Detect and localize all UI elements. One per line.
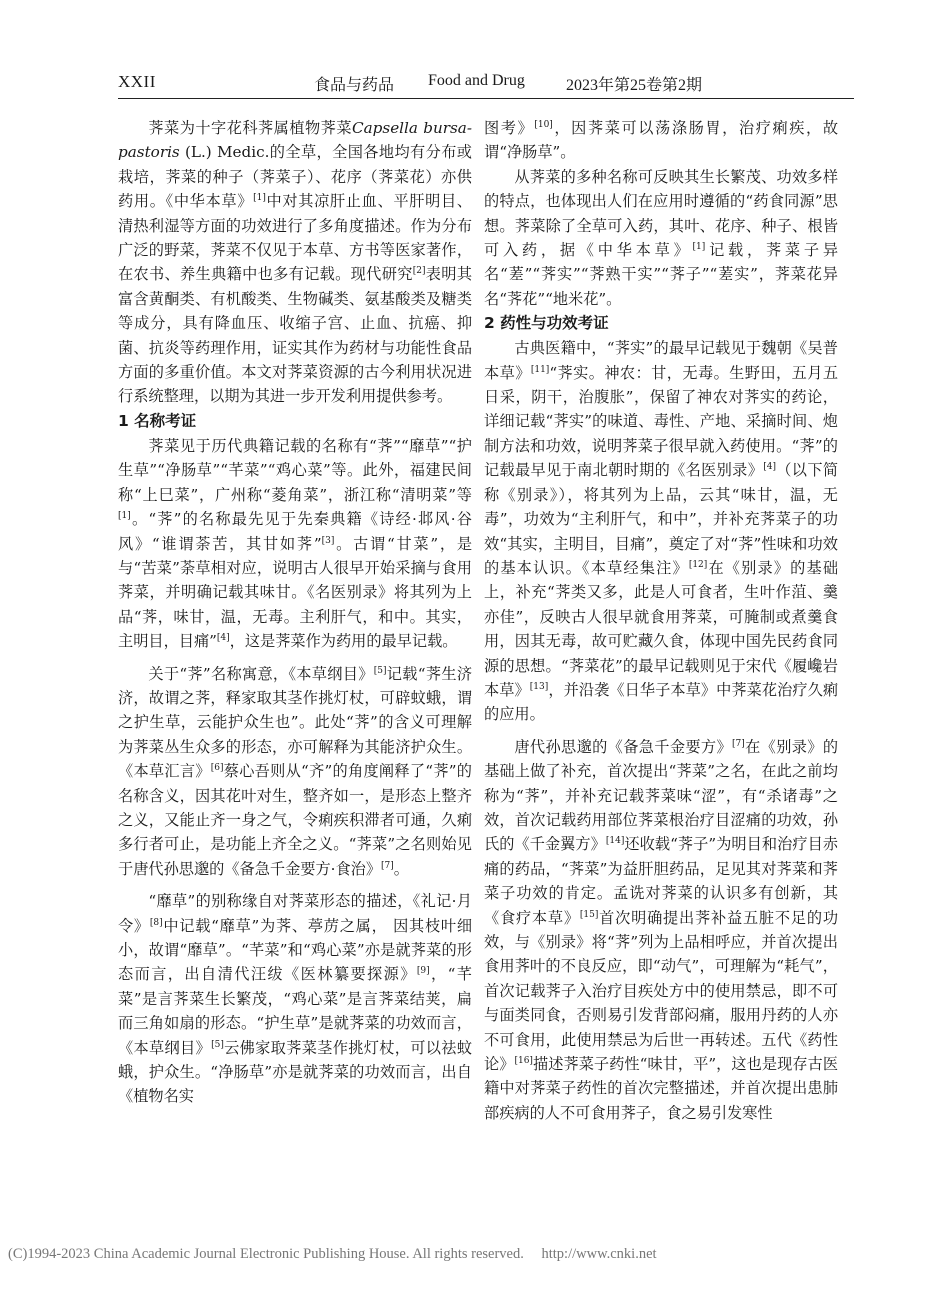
citation-ref: [16] — [514, 1055, 533, 1066]
text-run: ，因荠菜可以荡涤肠胃，治疗痢疾，故谓“净肠草”。 — [484, 119, 839, 162]
text-run: 荠菜为十字花科荠属植物荠菜 — [148, 119, 352, 137]
citation-ref: [1] — [253, 193, 266, 204]
text-run: （以下简称《别录》），将其列为上品，云其“味甘，温，无毒”，功效为“主利肝气，和中”，并补充荠菜子的功效“其实，主明目，目痛”，奠定了对“荠”性味和功效的基本认识。《本草经集注》 — [484, 461, 839, 577]
text-run: “荠实。神农：甘，无毒。生野田，五月五日采，阴干，治腹胀”，保留了神农对荠实的药论，详细记载“荠实”的味道、毒性、产地、采摘时间、炮制方法和功效，说明荠菜子很早就入药使用。“荠”的记载最早见于南北朝时期的《名医别录》 — [484, 363, 839, 480]
citation-ref: [4] — [763, 462, 776, 473]
citation-ref: [5] — [373, 665, 387, 676]
text-run: 云佛家取荠菜茎作挑灯杖，可以祛蚊蛾，护众生。“净肠草”亦是就荠菜的功效而言，出自《植物名实 — [118, 1038, 473, 1106]
text-run: 古典医籍中，“荠实”的最早记载见于魏朝《吴普本草》 — [484, 339, 838, 382]
right-column — [484, 116, 838, 1125]
citation-ref: [12] — [688, 559, 708, 570]
paragraph — [484, 116, 838, 165]
text-run: 。“荠”的名称最先见于先秦典籍《诗经·邶风·谷风》“谁谓荼苦，其甘如荠” — [118, 510, 472, 553]
header-rule — [118, 98, 854, 99]
citation-ref: [13] — [529, 681, 549, 692]
text-run: ，并沿袭《日华子本草》中荠菜花治疗久痢的应用。 — [484, 680, 839, 724]
footer — [8, 1246, 657, 1263]
citation-ref: [8] — [149, 917, 163, 928]
latin-name: Capsella bursa-pastoris — [118, 119, 472, 162]
paragraph — [118, 662, 472, 882]
text-run: 1 名称考证 — [118, 411, 197, 430]
paragraph — [484, 165, 838, 311]
citation-ref: [3] — [321, 535, 335, 546]
citation-ref: [7] — [732, 738, 745, 749]
section-heading — [118, 409, 472, 434]
text-run: 记载“荠生济济，故谓之荠，释家取其茎作挑灯杖，可辟蚊蛾，谓之护生草，云能护众生也”。此处“荠”的含义可理解为荠菜丛生众多的形态，亦可解释为其能济护众生。《本草汇言》 — [118, 664, 473, 781]
journal-title-en: Food and Drug — [428, 72, 525, 89]
citation-ref: [1] — [118, 511, 131, 522]
text-run: 荠菜见于历代典籍记载的名称有“荠”“靡草”“护生草”“净肠草”“芊菜”“鸡心菜”等。此外，福建民间称“上巳菜”，广州称“菱角菜”，浙江称“清明菜”等 — [118, 436, 472, 504]
citation-ref: [9] — [416, 966, 430, 977]
citation-ref: [2] — [412, 266, 426, 277]
text-run: “靡草”的别称缘自对荠菜形态的描述，《礼记·月令》 — [118, 892, 472, 935]
text-run: 记载，荠菜子异名“蒫”“荠实”“荠熟干实”“荠子”“蒫实”，荠菜花异名“荠花”“地米花”。 — [484, 241, 839, 308]
section-heading — [484, 311, 838, 336]
citation-ref: [6] — [210, 763, 224, 774]
citation-ref: [4] — [216, 633, 230, 644]
text-run: 表明其富含黄酮类、有机酸类、生物碱类、氨基酸类及糖类等成分，具有降血压、收缩子宫、止血、抗癌、抑菌、抗炎等药理作用，证实其作为药材与功能性食品方面的多重价值。本文对荠菜资源的古今利用状况进行系统整理，以期为其进一步开发利用提供参考。 — [118, 265, 473, 406]
copyright-notice: (C)1994-2023 China Academic Journal Electronic Publishing House. All rights reserved. — [8, 1246, 524, 1262]
citation-ref: [15] — [579, 909, 599, 920]
text-run: 首次明确提出荠补益五脏不足的功效，与《别录》将“荠”列为上品相呼应，并首次提出食用荠叶的不良反应，即“动气”，可理解为“耗气”，首次记载荠子入治疗目疾处方中的使用禁忌，即不可与面类同食，否则易引发背部闷痛，服用丹药的人亦不可食用，此使用禁忌为后世一再转述。五代《药性论》 — [484, 908, 839, 1074]
text-run: (L.) Medic.的全草，全国各地均有分布或栽培，荠菜的种子（荠菜子）、花序（荠菜花）亦供药用。《中华本草》 — [118, 143, 472, 211]
text-run: 中对其凉肝止血、平肝明目、清热利湿等方面的功效进行了多角度描述。作为分布广泛的野菜，荠菜不仅见于本草、方书等医家著作，在农书、养生典籍中也多有记载。现代研究 — [118, 192, 472, 284]
text-run: ，这是荠菜作为药用的最早记载。 — [229, 632, 458, 651]
citation-ref: [10] — [534, 119, 553, 130]
text-run: 描述荠菜子药性“味甘，平”，这也是现存古医籍中对荠菜子药性的首次完整描述，并首次提出患肺部疾病的人不可食用荠子，食之易引发寒性 — [484, 1055, 839, 1122]
citation-ref: [7] — [381, 860, 394, 871]
text-run: 从荠菜的多种名称可反映其生长繁茂、功效多样的特点，也体现出人们在应用时遵循的“药食同源”思想。荠菜除了全草可入药，其叶、花序、种子、根皆可入药，据《中华本草》 — [484, 167, 838, 260]
text-run: 。古谓“甘菜”，是与“苦菜”荼草相对应，说明古人很早开始采摘与食用荠菜，并明确记载其味甘。《名医别录》将其列为上品“荠，味甘，温，无毒。主利肝气，和中。其实，主明目，目痛” — [118, 534, 473, 651]
citation-ref: [11] — [530, 364, 550, 375]
text-run: 在《别录》的基础上，补充“荠类又多，此是人可食者，生叶作菹、羹亦佳”，反映古人很早就食用荠菜，可腌制或煮羹食用，因其无毒，故可贮藏久食，体现中国先民药食同源的思想。“荠菜花”的最早记载则见于宋代《履巉岩本草》 — [484, 558, 839, 699]
text-run: 关于“荠”名称寓意，《本草纲目》 — [148, 664, 374, 683]
text-run: 唐代孙思邈的《备急千金要方》 — [514, 737, 732, 756]
paragraph — [118, 889, 472, 1109]
text-run: ，“芊菜”是言荠菜生长繁茂，“鸡心菜”是言荠菜结荚，扁而三角如扇的形态。“护生草”是就荠菜的功效而言，《本草纲目》 — [118, 965, 473, 1057]
issue-info: 2023年第25卷第2期 — [566, 77, 703, 94]
text-run: 中记载“靡草”为荠、葶苈之属， 因其枝叶细小，故谓“靡草”。“芊菜”和“鸡心菜”亦是就荠菜的形态而言，出自清代汪绂《医林纂要探源》 — [118, 916, 473, 984]
journal-title-zh: 食品与药品 — [314, 77, 395, 94]
paragraph — [484, 735, 838, 1126]
text-run: 图考》 — [484, 119, 535, 137]
citation-ref: [14] — [605, 836, 625, 847]
text-run: 蔡心吾则从“齐”的角度阐释了“荠”的名称含义，因其花叶对生，整齐如一，是形态上整齐之义，又能止齐一身之气，令痢疾积滞者可通，久痢多行者可止，是功能上齐全之义。“荠菜”之名则始见于唐代孙思邈的《备急千金要方·食治》 — [118, 762, 472, 878]
citation-ref: [1] — [692, 241, 706, 252]
text-run: 还收载“荠子”为明目和治疗目赤痛的药品，“荠菜”为益肝胆药品，足见其对荠菜和荠菜子功效的肯定。孟诜对荠菜的认识多有创新，其《食疗本草》 — [484, 835, 839, 927]
cnki-link[interactable]: http://www.cnki.net — [541, 1246, 657, 1262]
paragraph — [118, 434, 472, 654]
left-column — [118, 116, 472, 1109]
paragraph — [484, 336, 838, 727]
page-number: XXII — [118, 72, 156, 91]
paragraph — [118, 116, 472, 409]
running-header — [118, 68, 854, 98]
text-run: 。 — [393, 859, 409, 878]
citation-ref: [5] — [211, 1039, 224, 1050]
text-run: 在《别录》的基础上做了补充，首次提出“荠菜”之名，在此之前均称为“荠”，并补充记载荠菜味“涩”，有“杀诸毒”之效，首次记载药用部位荠菜根治疗目涩痛的功效，孙氏的《千金翼方》 — [484, 737, 839, 854]
text-run: 2 药性与功效考证 — [484, 314, 609, 333]
